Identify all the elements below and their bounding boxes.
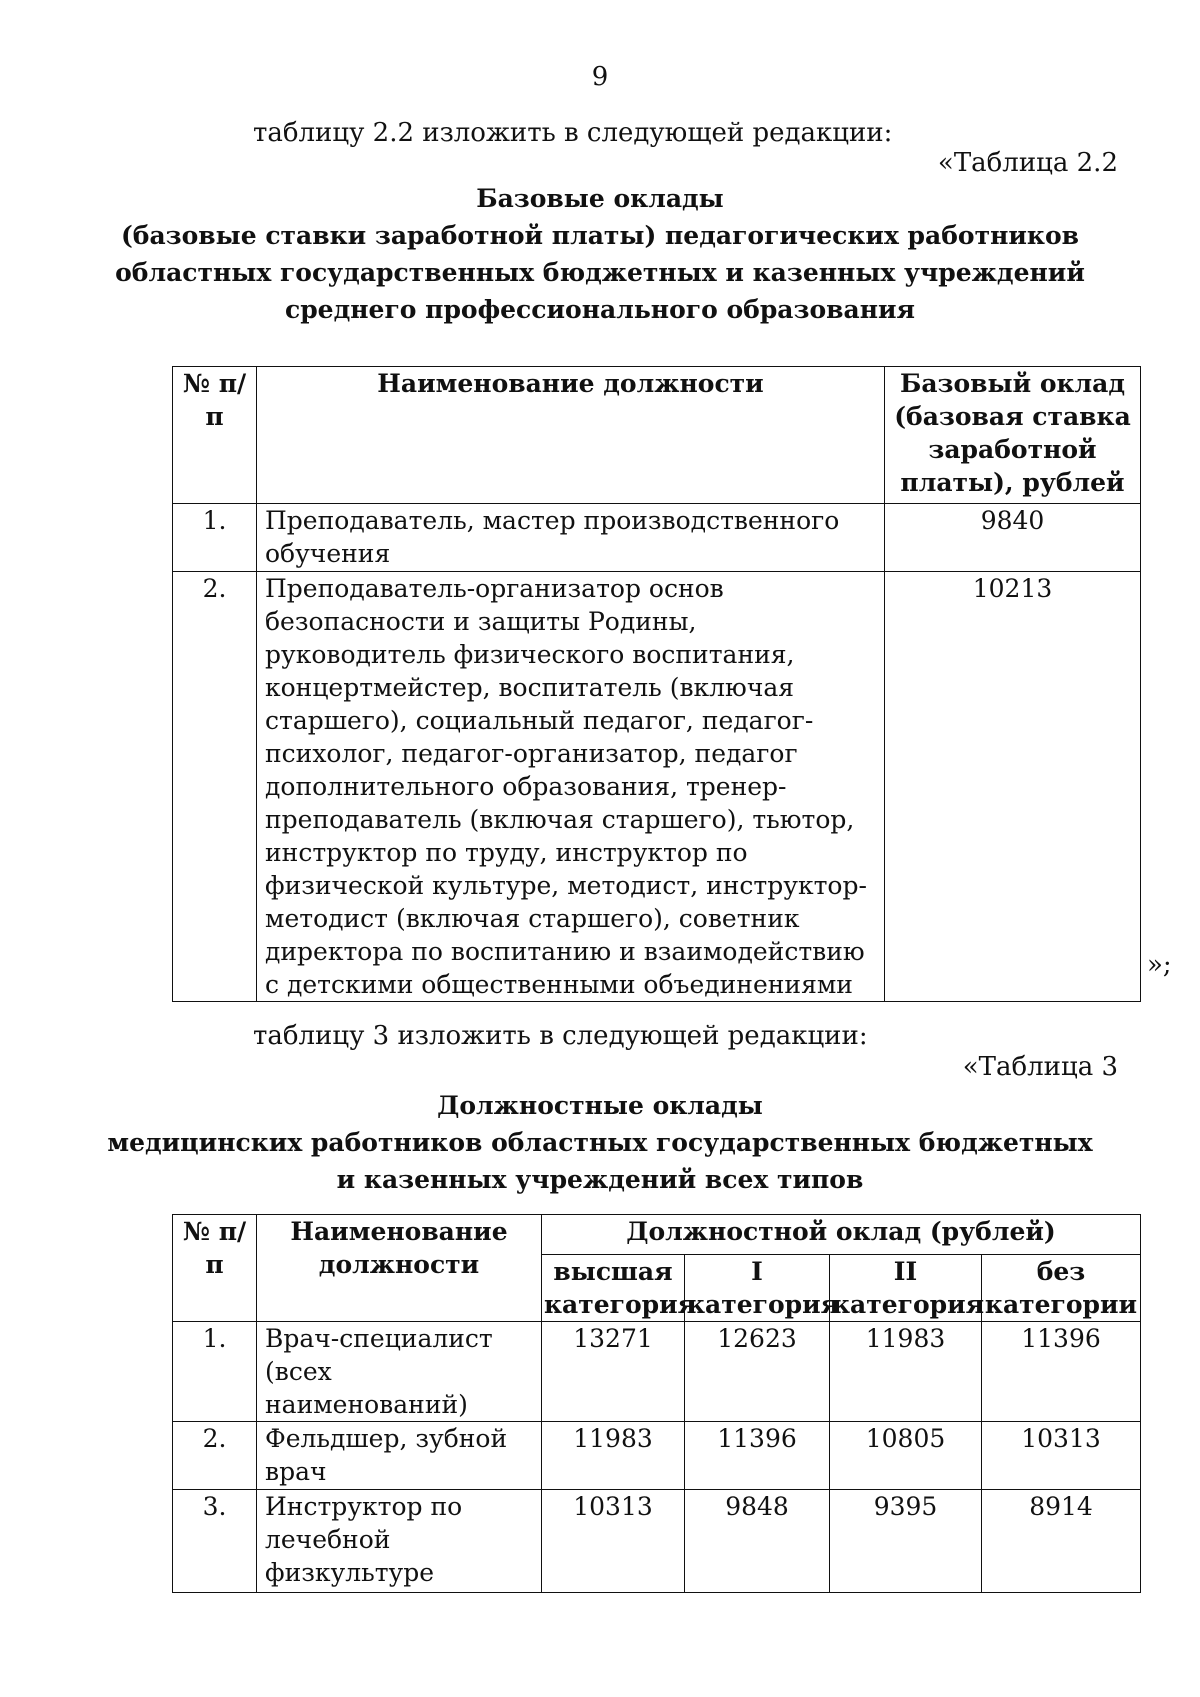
row-salary-none: 10313 xyxy=(982,1422,1141,1490)
row-salary-cat2: 9395 xyxy=(830,1490,982,1593)
header-position-name: Наименование должности xyxy=(257,367,885,504)
header-salary-group: Должностной оклад (рублей) xyxy=(542,1215,1141,1255)
row-num: 2. xyxy=(173,572,257,1002)
row-salary-cat2: 11983 xyxy=(830,1322,982,1422)
row-num: 1. xyxy=(173,504,257,572)
section2-title xyxy=(0,1087,1200,1198)
row-num: 1. xyxy=(173,1322,257,1422)
section2-title-line: медицинских работников областных государственных бюджетных xyxy=(107,1128,1093,1157)
section1-title-line: Базовые оклады xyxy=(476,184,724,213)
header-num: № п/п xyxy=(173,367,257,504)
section2-intro: таблицу 3 изложить в следующей редакции: xyxy=(253,1021,868,1051)
page-number: 9 xyxy=(591,62,609,92)
section1-title-line: (базовые ставки заработной платы) педагогических работников xyxy=(120,221,1080,250)
table-row xyxy=(173,1322,1141,1422)
row-position-name: Врач-специалист (всех наименований) xyxy=(257,1322,542,1422)
row-position-name: Инструктор по лечебной физкультуре xyxy=(257,1490,542,1593)
row-salary-none: 11396 xyxy=(982,1322,1141,1422)
section1-title-line: областных государственных бюджетных и казенных учреждений xyxy=(115,258,1085,287)
header-base-salary: Базовый оклад (базовая ставка заработной платы), рублей xyxy=(885,367,1141,504)
table-row xyxy=(173,504,1141,572)
row-salary-highest: 10313 xyxy=(542,1490,685,1593)
table-row xyxy=(173,572,1141,1002)
section1-intro: таблицу 2.2 изложить в следующей редакции: xyxy=(253,118,893,148)
header-category-1: I категория xyxy=(685,1255,830,1322)
section2-title-line: и казенных учреждений всех типов xyxy=(336,1165,864,1194)
row-position-name: Преподаватель-организатор основ безопасности и защиты Родины, руководитель физического воспитания, концертмейстер, воспитатель (включая старшего), социальный педагог, педагог-психолог, педагог-организатор, педагог дополнительного образования, тренер-преподаватель (включая старшего), тьютор, инструктор по труду, инструктор по физической культуре, методист, инструктор-методист (включая старшего), советник директора по воспитанию и взаимодействию с детскими общественными объединениями xyxy=(257,572,885,1002)
row-salary-highest: 11983 xyxy=(542,1422,685,1490)
row-position-name: Преподаватель, мастер производственного обучения xyxy=(257,504,885,572)
header-position-name: Наименование должности xyxy=(257,1215,542,1322)
row-salary-highest: 13271 xyxy=(542,1322,685,1422)
row-num: 2. xyxy=(173,1422,257,1490)
header-category-2: II категория xyxy=(830,1255,982,1322)
header-num: № п/п xyxy=(173,1215,257,1322)
section2-table-caption: «Таблица 3 xyxy=(962,1052,1118,1082)
table-header-row xyxy=(173,1215,1141,1255)
row-salary-cat2: 10805 xyxy=(830,1422,982,1490)
base-salary-table xyxy=(172,366,1141,1002)
table-row xyxy=(173,1490,1141,1593)
closing-quote: »; xyxy=(1147,950,1172,980)
row-base-salary: 9840 xyxy=(885,504,1141,572)
header-category-highest: высшая категория xyxy=(542,1255,685,1322)
row-salary-none: 8914 xyxy=(982,1490,1141,1593)
section1-title xyxy=(0,180,1200,328)
section1-title-line: среднего профессионального образования xyxy=(284,295,916,324)
table-header-row xyxy=(173,367,1141,504)
medical-salary-table xyxy=(172,1214,1141,1593)
section2-title-line: Должностные оклады xyxy=(437,1091,763,1120)
table-row xyxy=(173,1422,1141,1490)
row-salary-cat1: 11396 xyxy=(685,1422,830,1490)
row-position-name: Фельдшер, зубной врач xyxy=(257,1422,542,1490)
row-base-salary: 10213 xyxy=(885,572,1141,1002)
row-num: 3. xyxy=(173,1490,257,1593)
row-salary-cat1: 12623 xyxy=(685,1322,830,1422)
section1-table-caption: «Таблица 2.2 xyxy=(937,148,1118,178)
row-salary-cat1: 9848 xyxy=(685,1490,830,1593)
header-category-none: без категории xyxy=(982,1255,1141,1322)
